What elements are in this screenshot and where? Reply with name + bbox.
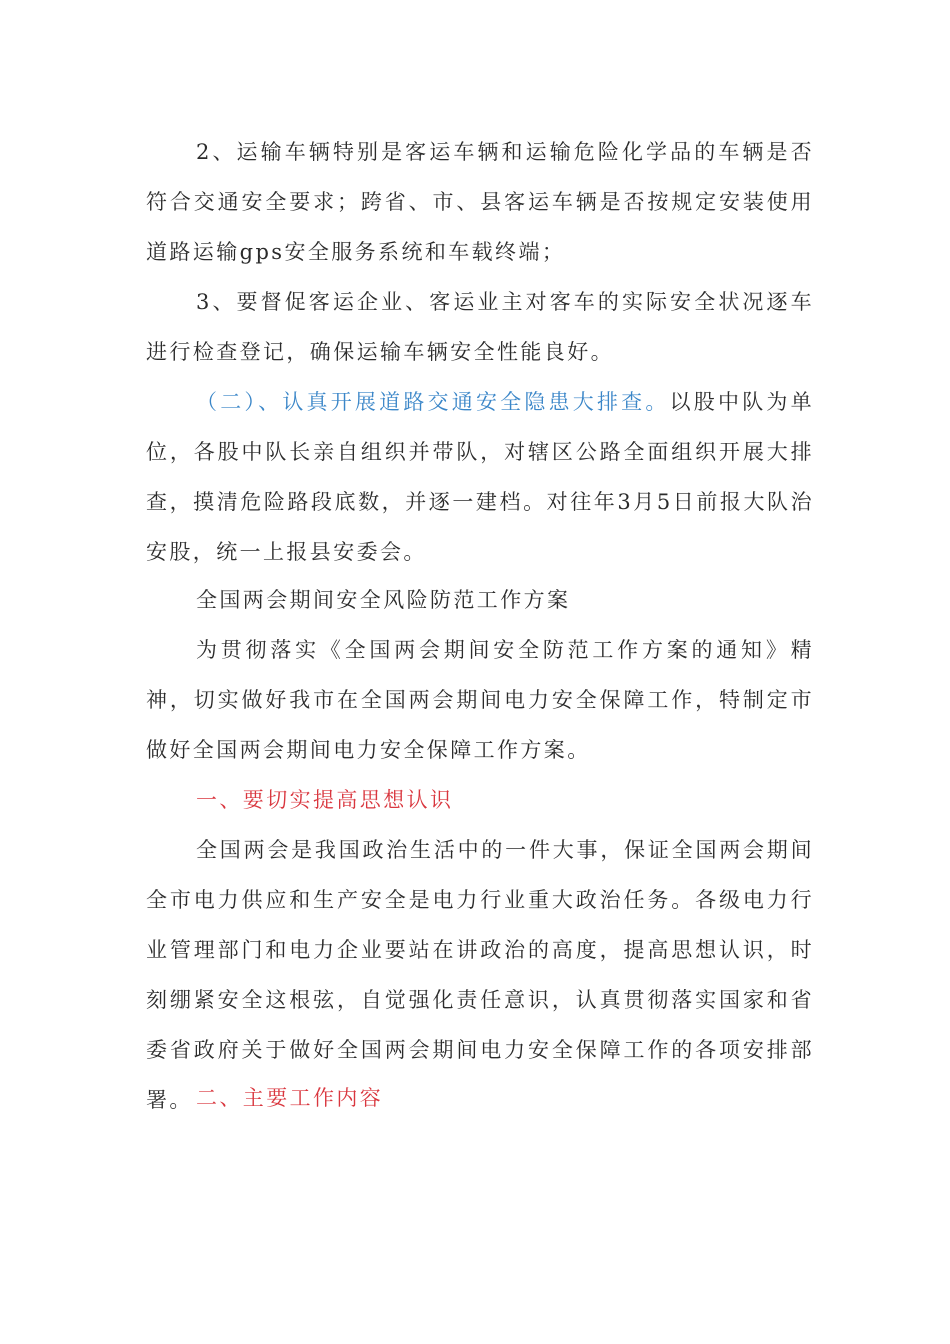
paragraph-inspection-registration: 3、要督促客运企业、客运业主对客车的实际安全状况逐车进行检查登记，确保运输车辆安全性能良好。 [146, 290, 814, 364]
document-title: 全国两会期间安全风险防范工作方案 [196, 588, 571, 612]
paragraph-awareness: 全国两会是我国政治生活中的一件大事，保证全国两会期间全市电力供应和生产安全是电力行业重大政治任务。各级电力行业管理部门和电力企业要站在讲政治的高度，提高思想认识，时刻绷紧安全这根弦，自觉强化责任意识，认真贯彻落实国家和省委省政府关于做好全国两会期间电力安全保障工作的各项安排部署。 [146, 838, 814, 1112]
paragraph-intro: 为贯彻落实《全国两会期间安全防范工作方案的通知》精神，切实做好我市在全国两会期间电力安全保障工作，特制定市做好全国两会期间电力安全保障工作方案。 [146, 638, 814, 762]
paragraph-hazard-inspection-body: 以股中队为单位，各股中队长亲自组织并带队，对辖区公路全面组织开展大排查，摸清危险路段底数，并逐一建档。对往年3月5日前报大队治安股，统一上报县安委会。 [146, 390, 814, 564]
section-heading-main-work: 二、主要工作内容 [196, 1086, 384, 1110]
section-heading-awareness: 一、要切实提高思想认识 [196, 788, 454, 812]
paragraph-hazard-inspection [146, 377, 814, 577]
paragraph-vehicle-requirements: 2、运输车辆特别是客运车辆和运输危险化学品的车辆是否符合交通安全要求；跨省、市、县客运车辆是否按规定安装使用道路运输gps安全服务系统和车载终端； [146, 140, 814, 264]
section-heading-hazard-inspection: （二）、认真开展道路交通安全隐患大排查。 [196, 390, 670, 414]
